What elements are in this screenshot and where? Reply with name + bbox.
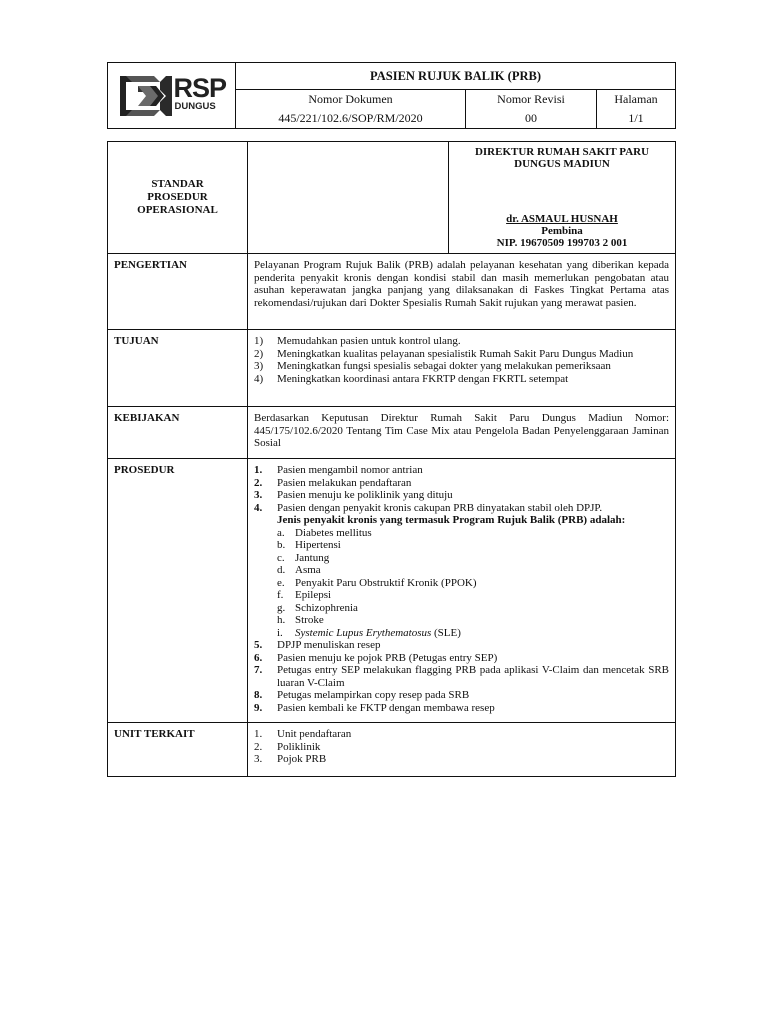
- list-item: [254, 652, 669, 665]
- item-text: Petugas melampirkan copy resep pada SRB: [277, 689, 470, 701]
- item-letter: e.: [277, 576, 285, 589]
- logo-cell: [108, 63, 236, 129]
- list-item: [254, 589, 669, 602]
- item-text: Pojok PRB: [277, 753, 327, 765]
- item-number: 4): [254, 372, 264, 385]
- sop-label-line: OPERASIONAL: [137, 204, 218, 216]
- signer-nip: NIP. 19670509 199703 2 001: [496, 237, 628, 249]
- signer-name: dr. ASMAUL HUSNAH: [506, 213, 618, 225]
- pengertian-label: PENGERTIAN: [108, 254, 248, 330]
- item-number: 9.: [254, 701, 263, 714]
- page-value: 1/1: [628, 111, 644, 125]
- item-text: Pasien mengambil nomor antrian: [277, 464, 423, 476]
- signer-rank: Pembina: [541, 225, 583, 237]
- revision-cell: [466, 90, 597, 129]
- director-title-line: DIREKTUR RUMAH SAKIT PARU: [474, 146, 650, 158]
- item-text: Penyakit Paru Obstruktif Kronik (PPOK): [295, 576, 477, 589]
- list-item: [254, 335, 669, 348]
- disease-list-heading: Jenis penyakit kronis yang termasuk Program Rujuk Balik (PRB) adalah:: [277, 514, 626, 526]
- sop-row: [108, 142, 676, 254]
- list-item: [254, 664, 669, 689]
- item-text: Meningkatkan kualitas pelayanan spesialistik Rumah Sakit Paru Dungus Madiun: [277, 347, 634, 360]
- item-number: 4.: [254, 501, 263, 514]
- list-item: [254, 348, 669, 361]
- item-text: (SLE): [431, 626, 461, 639]
- kebijakan-text: Berdasarkan Keputusan Direktur Rumah Sakit Paru Dungus Madiun Nomor: 445/175/102.6/2020 Tentang Tim Case Mix atau Pengelola Badan Penyelenggaraan Jaminan Sosial: [248, 407, 676, 459]
- item-text: Pasien melakukan pendaftaran: [277, 476, 412, 489]
- item-text: Poliklinik: [277, 740, 321, 753]
- prosedur-label: PROSEDUR: [108, 459, 248, 723]
- item-letter: c.: [277, 551, 285, 564]
- list-item: [254, 753, 669, 766]
- item-text: Schizophrenia: [295, 601, 358, 614]
- list-item: [254, 564, 669, 577]
- list-item: [254, 689, 669, 702]
- list-item: [254, 502, 669, 515]
- document-title: PASIEN RUJUK BALIK (PRB): [236, 63, 676, 90]
- item-number: 1): [254, 335, 264, 347]
- item-text: Pasien menuju ke poliklinik yang dituju: [277, 489, 453, 501]
- list-item: [254, 627, 669, 640]
- list-item: [254, 728, 669, 741]
- item-number: 5.: [254, 639, 263, 651]
- item-text: Diabetes mellitus: [295, 526, 372, 539]
- tujuan-content: [248, 330, 676, 407]
- sop-label-line: STANDAR: [151, 178, 204, 190]
- item-number: 2.: [254, 740, 263, 753]
- item-letter: f.: [277, 589, 284, 601]
- item-letter: d.: [277, 564, 286, 576]
- page-cell: [597, 90, 676, 129]
- revision-value: 00: [525, 111, 537, 125]
- doc-number-value: 445/221/102.6/SOP/RM/2020: [278, 111, 423, 125]
- item-text: Memudahkan pasien untuk kontrol ulang.: [277, 335, 461, 347]
- item-letter: h.: [277, 614, 286, 626]
- director-title: [453, 146, 671, 170]
- item-text: Stroke: [295, 614, 324, 626]
- prosedur-steps-continued: [254, 639, 669, 714]
- logo-sub-text: DUNGUS: [174, 100, 216, 112]
- unit-terkait-label: UNIT TERKAIT: [108, 723, 248, 777]
- doc-number-label: Nomor Dokumen: [308, 92, 393, 106]
- item-text: Pasien kembali ke FKTP dengan membawa resep: [277, 701, 495, 714]
- tujuan-label: TUJUAN: [108, 330, 248, 407]
- disease-list: [254, 527, 669, 640]
- list-item: [254, 577, 669, 590]
- list-item: [254, 614, 669, 627]
- list-item: [254, 539, 669, 552]
- item-letter: g.: [277, 601, 286, 614]
- item-text: Epilepsi: [295, 589, 332, 601]
- item-number: 6.: [254, 651, 263, 664]
- list-item: [254, 360, 669, 373]
- unit-terkait-row: [108, 723, 676, 777]
- tujuan-row: [108, 330, 676, 407]
- page-label: Halaman: [614, 92, 658, 106]
- item-number: 3.: [254, 489, 263, 501]
- prosedur-row: [108, 459, 676, 723]
- sop-label: [108, 142, 248, 254]
- director-signature-cell: [449, 142, 676, 254]
- list-item: [254, 552, 669, 565]
- list-item: [254, 477, 669, 490]
- sop-table: [107, 141, 676, 777]
- item-number: 3): [254, 360, 264, 372]
- item-text: Meningkatkan fungsi spesialis sebagai dokter yang melakukan pemeriksaan: [277, 360, 611, 372]
- prosedur-steps: [254, 464, 669, 514]
- director-title-line: DUNGUS MADIUN: [514, 158, 610, 170]
- item-number: 2): [254, 347, 264, 360]
- revision-label: Nomor Revisi: [497, 92, 565, 106]
- logo-rsp-text: RSP: [173, 72, 227, 103]
- tujuan-list: [254, 335, 669, 385]
- list-item: [254, 639, 669, 652]
- logo-emblem-icon: [116, 72, 176, 120]
- item-letter: i.: [277, 626, 283, 639]
- doc-number-cell: [236, 90, 466, 129]
- item-number: 1.: [254, 464, 263, 476]
- list-item: [254, 527, 669, 540]
- pengertian-text: Pelayanan Program Rujuk Balik (PRB) adalah pelayanan kesehatan yang diberikan kepada penderita penyakit kronis dengan kondisi stabil dan masih memerlukan pengobatan atau asuhan keperawatan jangka panjang yang dilaksanakan di Faskes Tingkat Pertama atas rekomendasi/rujukan dari Dokter Spesialis Rumah Sakit rujukan yang merawat pasien.: [248, 254, 676, 330]
- unit-terkait-list: [254, 728, 669, 766]
- list-item: [254, 602, 669, 615]
- item-number: 1.: [254, 728, 263, 740]
- item-text: Pasien dengan penyakit kronis cakupan PRB dinyatakan stabil oleh DPJP.: [277, 501, 603, 514]
- item-text: Jantung: [295, 551, 330, 564]
- item-number: 3.: [254, 753, 263, 765]
- item-text: Asma: [295, 564, 321, 576]
- prosedur-content: [248, 459, 676, 723]
- item-letter: a.: [277, 526, 285, 539]
- item-text: Petugas entry SEP melakukan flagging PRB pada aplikasi V-Claim dan mencetak SRB luaran V-Claim: [277, 664, 669, 689]
- kebijakan-row: [108, 407, 676, 459]
- item-text: Unit pendaftaran: [277, 728, 352, 740]
- list-item: [254, 373, 669, 386]
- item-number: 8.: [254, 689, 263, 701]
- item-text: DPJP menuliskan resep: [277, 639, 381, 651]
- pengertian-row: [108, 254, 676, 330]
- item-text: Pasien menuju ke pojok PRB (Petugas entry SEP): [277, 651, 498, 664]
- list-item: [254, 741, 669, 754]
- list-item: [254, 489, 669, 502]
- list-item: [254, 702, 669, 715]
- sop-blank-cell: [248, 142, 449, 254]
- item-text: Meningkatkan koordinasi antara FKRTP dengan FKRTL setempat: [277, 372, 569, 385]
- item-number: 2.: [254, 476, 263, 489]
- sop-label-line: PROSEDUR: [147, 191, 208, 203]
- document-header: [107, 62, 676, 129]
- item-letter: b.: [277, 539, 286, 551]
- kebijakan-label: KEBIJAKAN: [108, 407, 248, 459]
- hospital-logo: [116, 70, 228, 122]
- unit-terkait-content: [248, 723, 676, 777]
- item-number: 7.: [254, 664, 263, 676]
- list-item: [254, 464, 669, 477]
- item-text: Hipertensi: [295, 539, 341, 551]
- item-text-italic: Systemic Lupus Erythematosus: [295, 626, 432, 639]
